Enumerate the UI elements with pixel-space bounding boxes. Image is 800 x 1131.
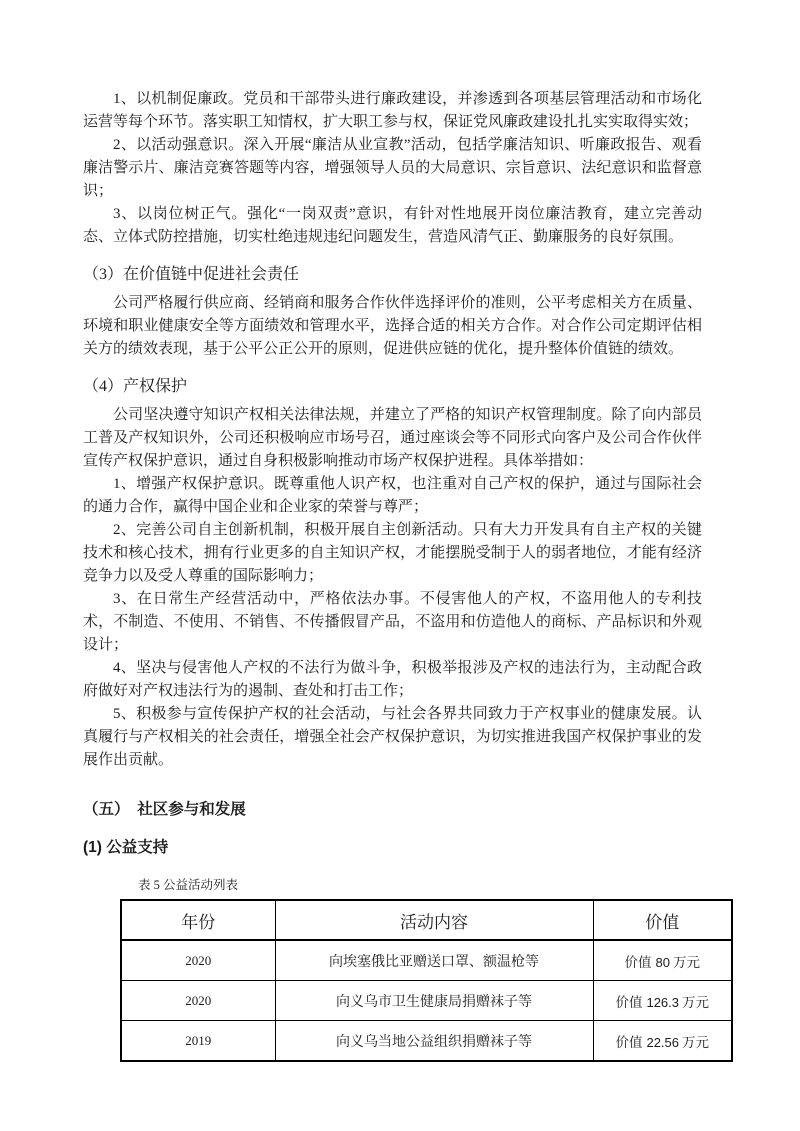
table-header-row	[121, 900, 732, 940]
table-row	[121, 940, 732, 981]
section4-item-1: 1、增强产权保护意识。既尊重他人识产权，也注重对自己产权的保护，通过与国际社会的通力合作，赢得中国企业和企业家的荣誉与尊严；	[83, 476, 702, 515]
value-unit: 万元	[682, 994, 710, 1010]
cell-value	[593, 1021, 732, 1062]
charity-activity-table	[120, 899, 733, 1062]
cell-value	[593, 981, 732, 1021]
table-header-value: 价值	[593, 900, 732, 940]
value-number: 126.3	[646, 994, 680, 1010]
section4-item-4: 4、坚决与侵害他人产权的不法行为做斗争，积极举报涉及产权的违法行为，主动配合政府做好对产权违法行为的遏制、查处和打击工作；	[83, 660, 702, 699]
intro-paragraph-3: 3、以岗位树正气。强化“一岗双责”意识，有针对性地展开岗位廉洁教育，建立完善动态、立体式防控措施，切实杜绝违规违纪问题发生，营造风清气正、勤廉服务的良好氛围。	[83, 206, 702, 245]
cell-year: 2020	[121, 981, 275, 1021]
cell-year: 2020	[121, 940, 275, 981]
section5-heading: （五） 社区参与和发展	[83, 801, 246, 818]
section4-body: 公司坚决遵守知识产权相关法律法规，并建立了严格的知识产权管理制度。除了向内部员工普及产权知识外，公司还积极响应市场号召，通过座谈会等不同形式向客户及公司合作伙伴宣传产权保护意识，通过自身积极影响推动市场产权保护进程。具体举措如：	[83, 407, 702, 469]
cell-value	[593, 940, 732, 981]
table-caption: 表 5 公益活动列表	[138, 878, 239, 892]
section3-heading: （3）在价值链中促进社会责任	[83, 266, 300, 283]
section4-item-3: 3、在日常生产经营活动中，严格依法办事。不侵害他人的产权，不盗用他人的专利技术，不制造、不使用、不销售、不传播假冒产品，不盗用和仿造他人的商标、产品标识和外观设计；	[83, 591, 702, 653]
value-unit: 万元	[682, 1034, 710, 1050]
table-row	[121, 981, 732, 1021]
section4-item-2: 2、完善公司自主创新机制，积极开展自主创新活动。只有大力开发具有自主产权的关键技术和核心技术，拥有行业更多的自主知识产权，才能摆脱受制于人的弱者地位，才能有经济竞争力以及受人尊重的国际影响力；	[83, 522, 702, 584]
intro-paragraph-2: 2、以活动强意识。深入开展“廉洁从业宣教”活动，包括学廉洁知识、听廉政报告、观看廉洁警示片、廉洁竞赛答题等内容，增强领导人员的大局意识、宗旨意识、法纪意识和监督意识；	[83, 137, 702, 199]
section4-item-5: 5、积极参与宣传保护产权的社会活动，与社会各界共同致力于产权事业的健康发展。认真履行与产权相关的社会责任，增强全社会产权保护意识，为切实推进我国产权保护事业的发展作出贡献。	[83, 706, 702, 768]
table-row	[121, 1021, 732, 1062]
section4-heading: （4）产权保护	[83, 378, 188, 395]
cell-year: 2019	[121, 1021, 275, 1062]
section3-body: 公司严格履行供应商、经销商和服务合作伙伴选择评价的准则，公平考虑相关方在质量、环境和职业健康安全等方面绩效和管理水平，选择合适的相关方合作。对合作公司定期评估相关方的绩效表现，基于公平公正公开的原则，促进供应链的优化，提升整体价值链的绩效。	[83, 295, 702, 357]
intro-paragraph-1: 1、以机制促廉政。党员和干部带头进行廉政建设，并渗透到各项基层管理活动和市场化运营等每个环节。落实职工知情权，扩大职工参与权，保证党风廉政建设扎扎实实取得实效；	[83, 91, 702, 130]
table-header-year: 年份	[121, 900, 275, 940]
value-label: 价值	[624, 954, 652, 970]
section5-sub-heading: (1) 公益支持	[83, 839, 169, 856]
cell-activity: 向埃塞俄比亚赠送口罩、额温枪等	[275, 940, 593, 981]
cell-activity: 向义乌市卫生健康局捐赠袜子等	[275, 981, 593, 1021]
value-label: 价值	[615, 994, 643, 1010]
charity-table-area	[120, 877, 731, 1062]
cell-activity: 向义乌当地公益组织捐赠袜子等	[275, 1021, 593, 1062]
table-header-activity: 活动内容	[275, 900, 593, 940]
value-number: 22.56	[646, 1034, 680, 1050]
value-number: 80	[655, 954, 670, 970]
value-label: 价值	[615, 1034, 643, 1050]
value-unit: 万元	[672, 954, 700, 970]
